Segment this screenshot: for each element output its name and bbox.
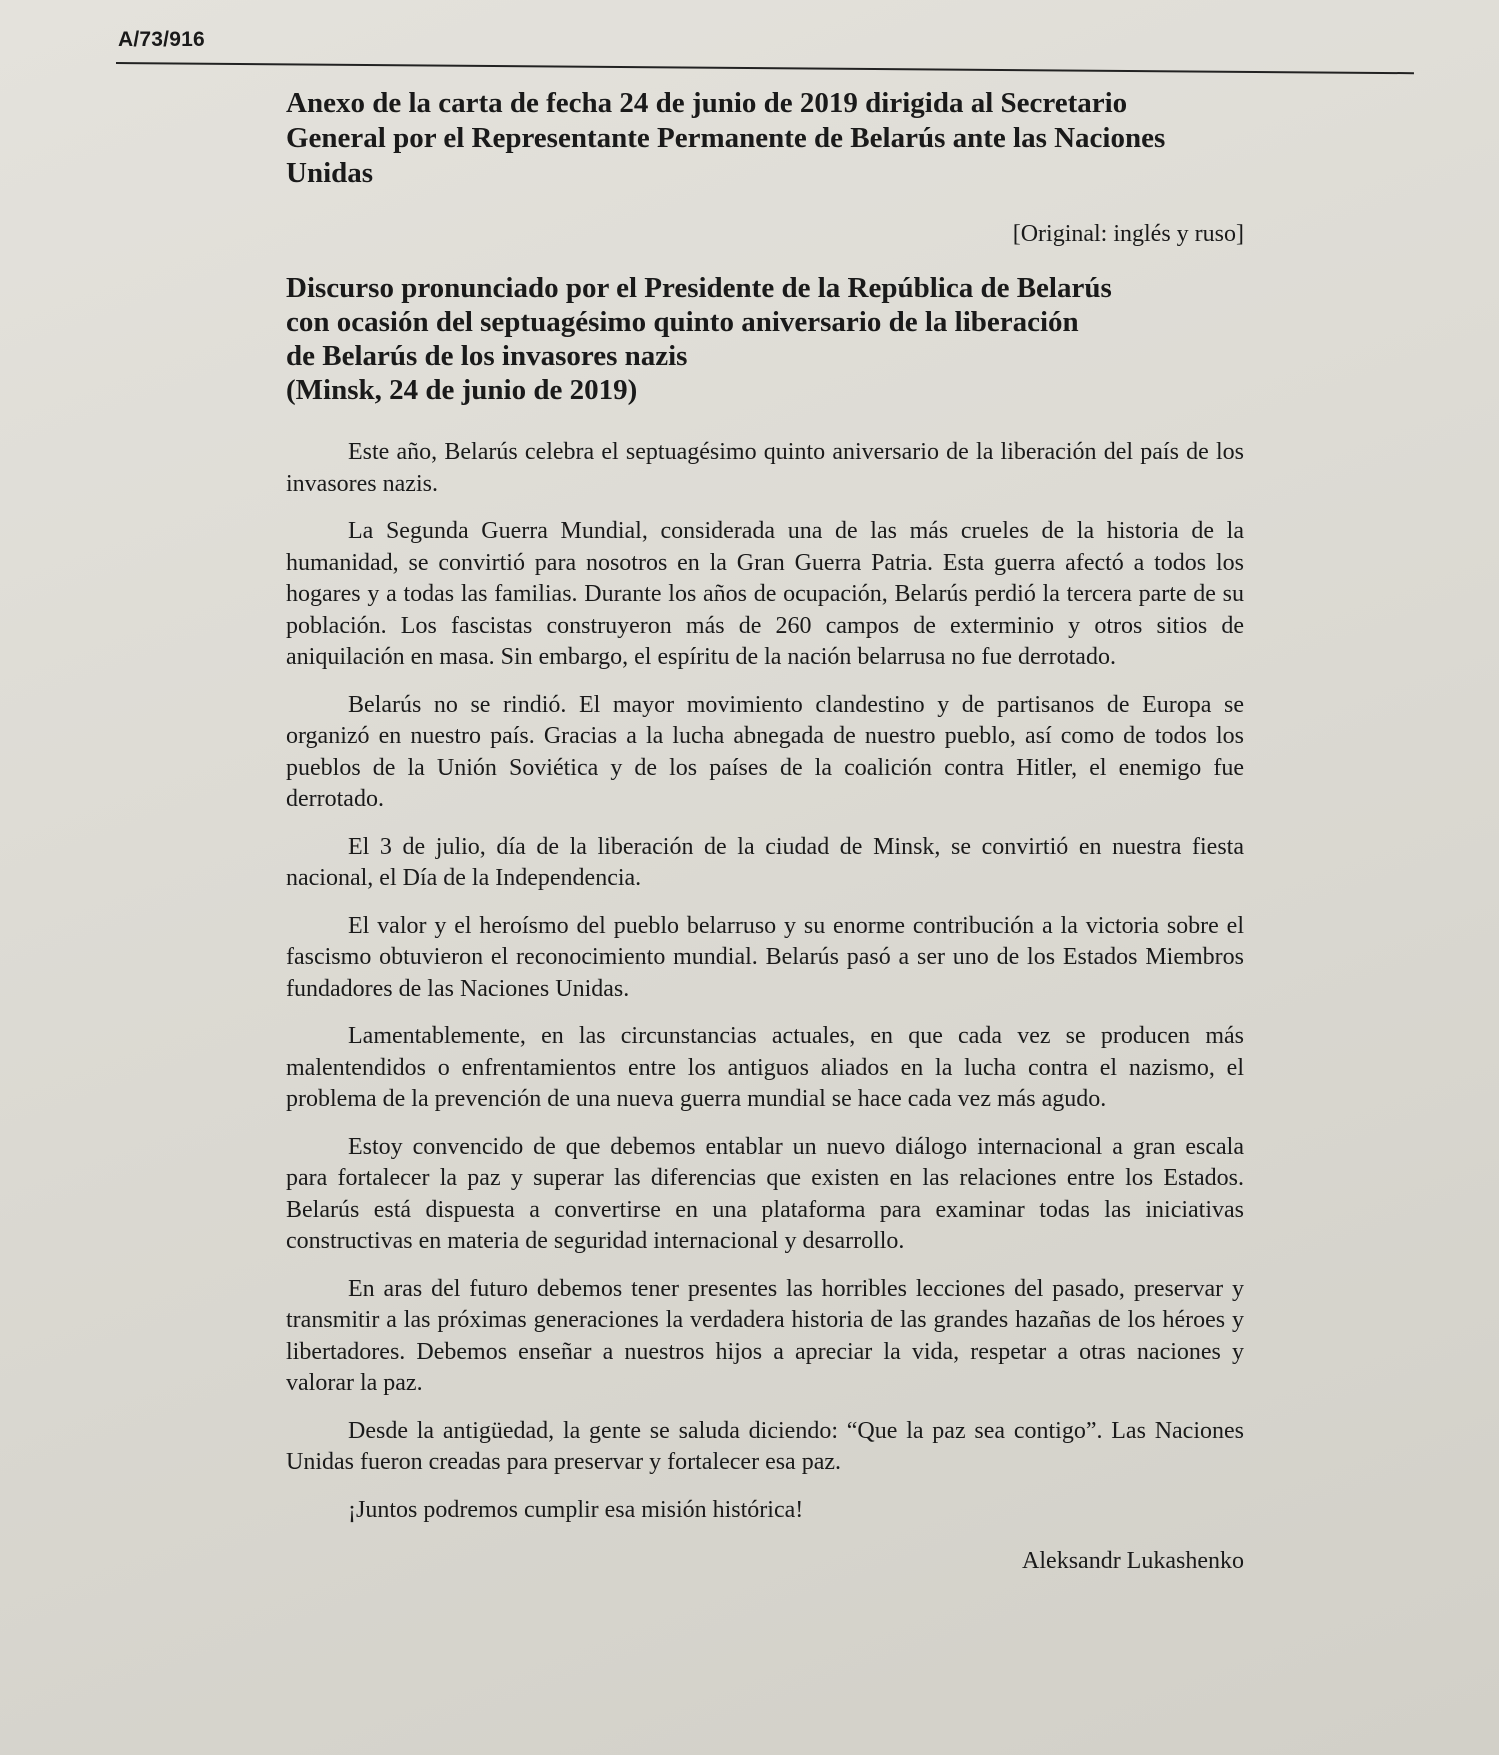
document-symbol: A/73/916 — [118, 28, 205, 51]
speech-title-date: (Minsk, 24 de junio de 2019) — [286, 374, 638, 406]
original-language-note: [Original: inglés y ruso] — [1012, 221, 1244, 247]
paragraph: Desde la antigüedad, la gente se saluda diciendo: “Que la paz sea contigo”. Las Naciones Unidas fueron creadas para preservar y fortalecer esa paz. — [286, 1417, 1244, 1475]
paragraph: En aras del futuro debemos tener presentes las horribles lecciones del pasado, preservar y transmitir a las próximas generaciones la verdadera historia de las grandes hazañas de los héroes y libertadores. Debemos enseñar a nuestros hijos a apreciar la vida, respetar a otras naciones y valorar la paz. — [286, 1275, 1244, 1396]
paragraph: Belarús no se rindió. El mayor movimiento clandestino y de partisanos de Europa se organizó en nuestro país. Gracias a la lucha abnegada de nuestro pueblo, así como de todos los pueblos de la Unión Soviética y de los países de la coalición contra Hitler, el enemigo fue derrotado. — [286, 691, 1244, 812]
paragraph: Estoy convencido de que debemos entablar un nuevo diálogo internacional a gran escala para fortalecer la paz y superar las diferencias que existen en las relaciones entre los Estados. Belarús está dispuesta a convertirse en una plataforma para examinar todas las iniciativas constructivas en materia de seguridad internacional y desarrollo. — [286, 1133, 1244, 1254]
paragraph: El valor y el heroísmo del pueblo belarruso y su enorme contribución a la victoria sobre el fascismo obtuvieron el reconocimiento mundial. Belarús pasó a ser uno de los Estados Miembros fundadores de las Naciones Unidas. — [286, 912, 1244, 1002]
speech-title-line: de Belarús de los invasores nazis — [286, 340, 688, 372]
paragraph: ¡Juntos podremos cumplir esa misión histórica! — [348, 1496, 804, 1523]
document-content — [286, 86, 1244, 1576]
speech-title-line: Discurso pronunciado por el Presidente de la República de Belarús — [286, 272, 1112, 304]
annex-title: Anexo de la carta de fecha 24 de junio de 2019 dirigida al Secretario General por el Representante Permanente de Belarús ante las Naciones Unidas — [286, 87, 1166, 189]
speech-title — [286, 271, 1244, 407]
paragraph: Este año, Belarús celebra el septuagésimo quinto aniversario de la liberación del país de los invasores nazis. — [286, 439, 1244, 497]
paragraph: Lamentablemente, en las circunstancias actuales, en que cada vez se producen más malentendidos o enfrentamientos entre los antiguos aliados en la lucha contra el nazismo, el problema de la prevención de una nueva guerra mundial se hace cada vez más agudo. — [286, 1023, 1244, 1112]
header-rule — [116, 62, 1414, 74]
speech-title-line: con ocasión del septuagésimo quinto aniversario de la liberación — [286, 306, 1079, 338]
paragraph: El 3 de julio, día de la liberación de la ciudad de Minsk, se convirtió en nuestra fiesta nacional, el Día de la Independencia. — [286, 833, 1244, 891]
speech-body — [286, 437, 1244, 1526]
signature: Aleksandr Lukashenko — [1022, 1548, 1244, 1574]
paragraph: La Segunda Guerra Mundial, considerada una de las más crueles de la historia de la humanidad, se convirtió para nosotros en la Gran Guerra Patria. Esta guerra afectó a todos los hogares y a todas las familias. Durante los años de ocupación, Belarús perdió la tercera parte de su población. Los fascistas construyeron más de 260 campos de exterminio y otros sitios de aniquilación en masa. Sin embargo, el espíritu de la nación belarrusa no fue derrotado. — [286, 518, 1244, 670]
